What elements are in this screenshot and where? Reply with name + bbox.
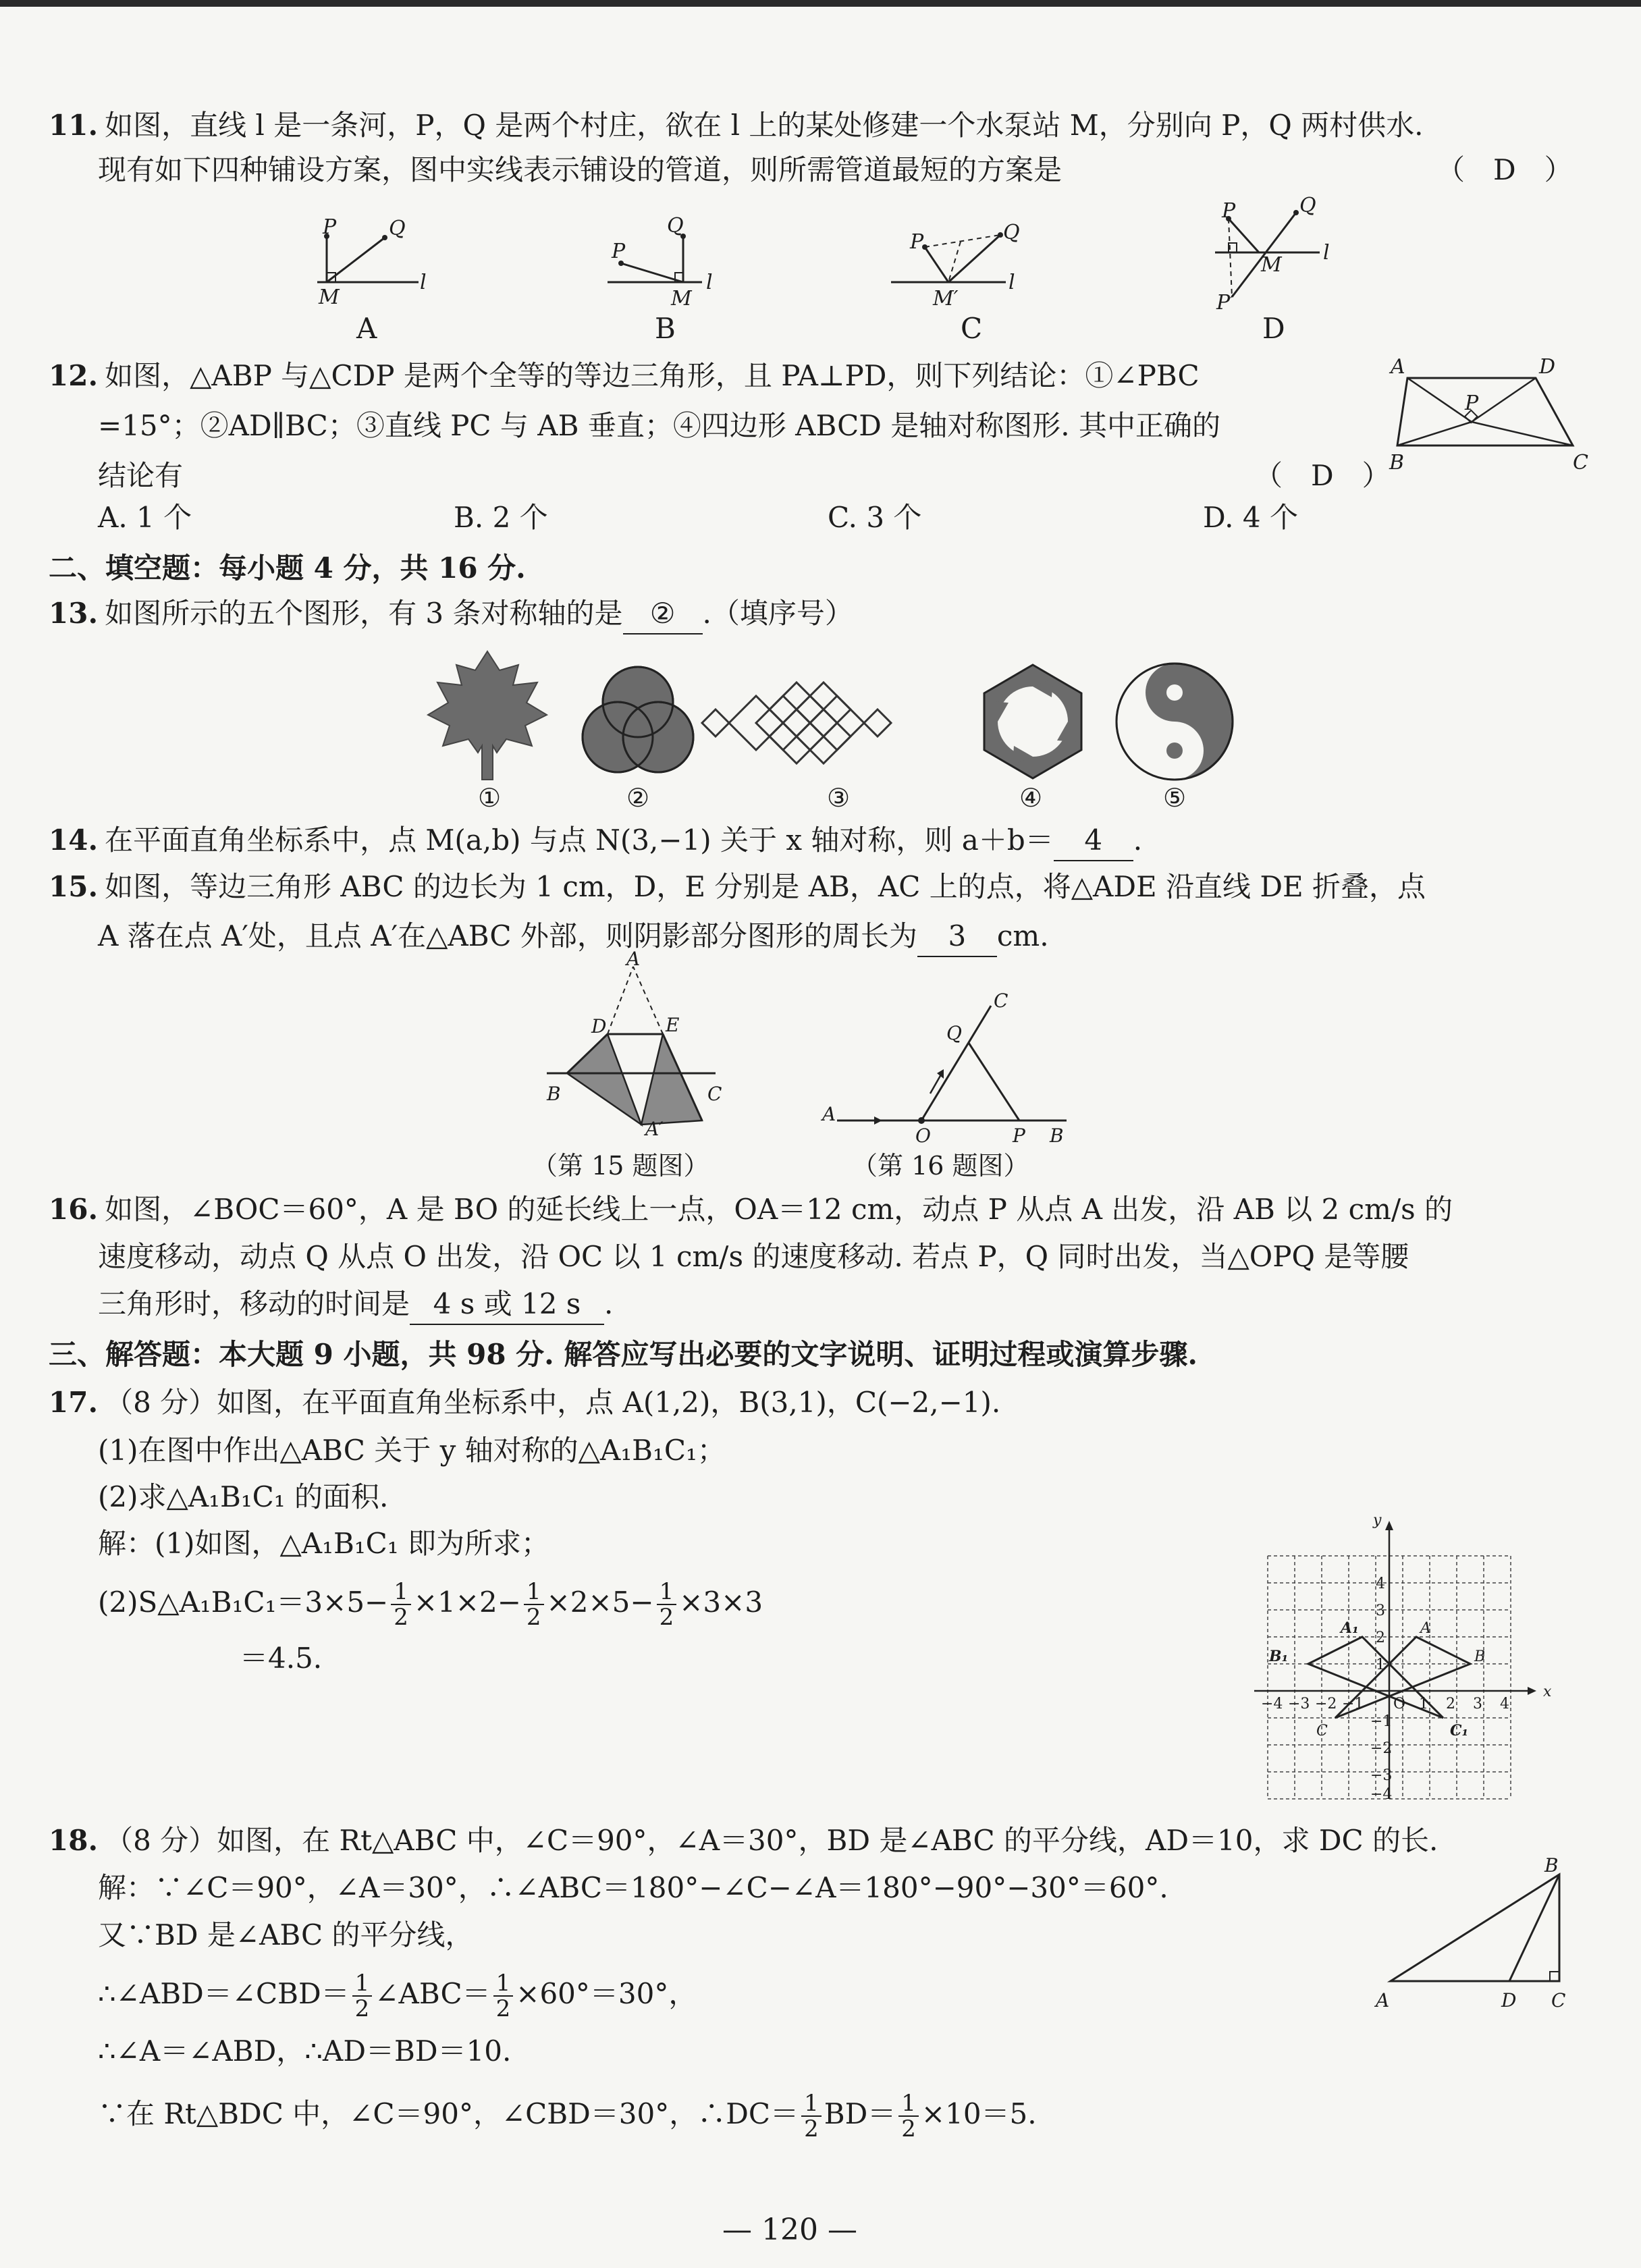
svg-text:1: 1 (1376, 1656, 1385, 1673)
svg-text:O: O (1393, 1696, 1406, 1712)
q17-sol2-head: (2)S△A₁B₁C₁＝3×5− (98, 1586, 389, 1619)
frac-den: 2 (394, 1604, 408, 1631)
frac-den: 2 (354, 1995, 370, 2022)
svg-text:P: P (1222, 199, 1236, 223)
chinese-knot-shape (702, 682, 891, 763)
q16-text3: 三角形时，移动的时间是 (98, 1287, 410, 1320)
svg-text:l: l (420, 271, 427, 294)
svg-text:l: l (1008, 271, 1015, 294)
q17-solution2 (98, 1580, 763, 1629)
svg-text:C: C (1316, 1723, 1328, 1739)
q13-figure (405, 638, 1256, 800)
q13-text-end: .（填序号） (702, 597, 853, 630)
q18-s5-post: ×10＝5. (921, 2097, 1037, 2130)
q15-line1 (49, 867, 1426, 907)
q13-label-2: ② (626, 783, 650, 813)
q13-label-1: ① (478, 783, 502, 813)
q11-option-d-diagram (1215, 194, 1330, 315)
q18-step4: ∴∠A＝∠ABD，∴AD＝BD＝10. (98, 2034, 512, 2068)
q17-sol2-c: ×3×3 (679, 1586, 763, 1619)
svg-text:O: O (915, 1125, 931, 1147)
svg-text:A: A (1420, 1620, 1431, 1637)
svg-text:−4: −4 (1261, 1696, 1283, 1712)
q18-line1 (49, 1821, 1438, 1860)
svg-text:Q: Q (946, 1022, 962, 1044)
svg-text:−3: −3 (1288, 1696, 1310, 1712)
maple-leaf-shape (428, 651, 547, 780)
q17-coordinate-grid (1254, 1512, 1565, 1803)
svg-text:D: D (591, 1015, 607, 1037)
svg-text:Q: Q (389, 217, 406, 240)
frac-num: 1 (801, 2091, 822, 2117)
svg-text:P: P (910, 230, 924, 254)
svg-text:C₁: C₁ (1450, 1722, 1469, 1739)
q11-option-b: B (655, 312, 676, 345)
q16-figure (817, 990, 1107, 1147)
svg-text:P: P (323, 215, 337, 239)
q12-line2: =15°；②AD∥BC；③直线 PC 与 AB 垂直；④四边形 ABCD 是轴对称图形. 其中正确的 (98, 409, 1221, 442)
fraction-half (391, 1580, 411, 1629)
fraction-half (493, 1971, 514, 2021)
svg-text:A′: A′ (645, 1118, 664, 1140)
q14-text-end: . (1133, 824, 1143, 857)
q12-text1: 如图，△ABP 与△CDP 是两个全等的等边三角形，且 PA⊥PD，则下列结论：①∠PBC (105, 359, 1200, 392)
svg-text:−1: −1 (1342, 1696, 1364, 1712)
q11-number: 11. (49, 109, 99, 142)
fraction-half (898, 2091, 919, 2141)
q16-line3 (98, 1285, 613, 1325)
svg-text:Q: Q (1299, 194, 1316, 217)
q13-number: 13. (49, 597, 99, 630)
svg-text:y: y (1373, 1512, 1382, 1529)
svg-text:C: C (994, 990, 1008, 1012)
frac-den: 2 (804, 2115, 819, 2142)
q14-line (49, 821, 1142, 861)
q11-option-b-diagram (608, 214, 713, 310)
q13-line (49, 594, 853, 634)
svg-text:−2: −2 (1315, 1696, 1337, 1712)
q11-text1: 如图，直线 l 是一条河，P，Q 是两个村庄，欲在 l 上的某处修建一个水泵站 M，分别向 P，Q 两村供水. (105, 109, 1424, 142)
svg-text:4: 4 (1376, 1575, 1385, 1592)
q12-number: 12. (49, 359, 99, 392)
svg-text:C: C (1573, 451, 1588, 475)
section3-heading: 三、解答题：本大题 9 小题，共 98 分. 解答应写出必要的文字说明、证明过程或演算步骤. (49, 1338, 1198, 1371)
q18-step5 (98, 2091, 1037, 2141)
q16-text1: 如图，∠BOC＝60°，A 是 BO 的延长线上一点，OA＝12 cm，动点 P 从点 A 出发，沿 AB 以 2 cm/s 的 (105, 1193, 1453, 1226)
q11-option-d: D (1262, 312, 1285, 345)
q15-text2: A 落在点 A′处，且点 A′在△ABC 外部，则阴影部分图形的周长为 (98, 919, 917, 952)
q12-choice-a: A. 1 个 (98, 501, 192, 534)
q11-option-a: A (356, 312, 377, 345)
q12-line1 (49, 356, 1200, 396)
q13-label-4: ④ (1019, 783, 1043, 813)
q17-solution1: 解：(1)如图，△A₁B₁C₁ 即为所求； (98, 1527, 549, 1560)
svg-text:M: M (671, 287, 692, 310)
q14-number: 14. (49, 824, 99, 857)
q12-answer: （ D ） (1254, 459, 1391, 492)
q14-text: 在平面直角坐标系中，点 M(a,b) 与点 N(3,−1) 关于 x 轴对称，则 a＋b＝ (105, 824, 1054, 857)
q18-s3-mid: ∠ABC＝ (375, 1977, 491, 2010)
svg-text:3: 3 (1376, 1602, 1385, 1619)
q17-part2: (2)求△A₁B₁C₁ 的面积. (98, 1480, 389, 1513)
q15-text1: 如图，等边三角形 ABC 的边长为 1 cm，D，E 分别是 AB，AC 上的点，将△ADE 沿直线 DE 折叠，点 (105, 870, 1426, 903)
svg-text:P′: P′ (1216, 291, 1235, 315)
frac-num: 1 (898, 2091, 919, 2117)
q16-number: 16. (49, 1193, 99, 1226)
svg-text:B: B (1544, 1854, 1559, 1877)
svg-text:B: B (1050, 1125, 1064, 1147)
q15-text-end: cm. (996, 919, 1049, 952)
frac-den: 2 (526, 1604, 541, 1631)
frac-num: 1 (524, 1580, 544, 1605)
svg-text:−1: −1 (1370, 1713, 1393, 1730)
frac-num: 1 (493, 1971, 514, 1997)
svg-text:2: 2 (1446, 1696, 1455, 1712)
q11-option-c-diagram (891, 221, 1020, 310)
svg-text:B: B (1474, 1648, 1486, 1665)
triquetra-shape (583, 667, 693, 772)
svg-text:A₁: A₁ (1341, 1619, 1359, 1637)
svg-text:−2: −2 (1370, 1740, 1393, 1757)
top-rule (0, 0, 1641, 7)
q13-label-5: ⑤ (1163, 783, 1187, 813)
frac-den: 2 (659, 1604, 674, 1631)
page-number: — 120 — (722, 2213, 857, 2247)
q16-line2: 速度移动，动点 Q 从点 O 出发，沿 OC 以 1 cm/s 的速度移动. 若点 P，Q 同时出发，当△OPQ 是等腰 (98, 1240, 1409, 1273)
svg-text:B: B (547, 1083, 561, 1105)
q17-sol2-a: ×1×2− (413, 1586, 521, 1619)
q13-label-3: ③ (827, 783, 851, 813)
svg-text:M′: M′ (933, 287, 959, 310)
q15-line2 (98, 917, 1049, 957)
yin-yang-shape (1117, 664, 1233, 780)
svg-text:E: E (666, 1014, 680, 1036)
q11-answer: （ D ） (1436, 153, 1573, 186)
frac-den: 2 (495, 1995, 511, 2022)
q18-number: 18. (49, 1824, 99, 1857)
q11-figure (284, 196, 1364, 344)
q11-line1 (49, 106, 1424, 145)
q16-line1 (49, 1190, 1453, 1229)
q18-s3-post: ×60°＝30°， (516, 1977, 697, 2010)
svg-text:2: 2 (1376, 1629, 1385, 1646)
q14-answer-blank: 4 (1054, 821, 1133, 861)
section2-heading: 二、填空题：每小题 4 分，共 16 分. (49, 551, 526, 585)
q18-step2: 又∵BD 是∠ABC 的平分线， (98, 1918, 474, 1951)
svg-text:D: D (1501, 1989, 1517, 2012)
svg-text:P: P (612, 240, 626, 263)
q17-number: 17. (49, 1386, 99, 1419)
q12-choice-d: D. 4 个 (1203, 501, 1298, 534)
svg-text:l: l (1323, 241, 1330, 265)
q13-text: 如图所示的五个图形，有 3 条对称轴的是 (105, 597, 623, 630)
svg-text:B: B (1389, 451, 1405, 475)
svg-text:1: 1 (1419, 1696, 1428, 1712)
svg-text:C: C (1551, 1989, 1566, 2012)
q16-text-end: . (604, 1287, 614, 1320)
q17-part1: (1)在图中作出△ABC 关于 y 轴对称的△A₁B₁C₁； (98, 1434, 726, 1467)
fraction-half (801, 2091, 822, 2141)
frac-num: 1 (657, 1580, 677, 1605)
q13-answer-blank: ② (623, 594, 703, 634)
q12-choice-c: C. 3 个 (828, 501, 922, 534)
svg-text:A: A (1391, 355, 1405, 379)
svg-text:A: A (822, 1103, 836, 1125)
frac-num: 1 (391, 1580, 411, 1605)
q17-text1: （8 分）如图，在平面直角坐标系中，点 A(1,2)，B(3,1)，C(−2,−1). (105, 1386, 1001, 1419)
svg-text:M: M (1261, 253, 1282, 277)
q15-figure (527, 948, 749, 1141)
fraction-half (524, 1580, 544, 1629)
q18-step1: 解：∵∠C＝90°，∠A＝30°，∴∠ABC＝180°−∠C−∠A＝180°−90°−30°＝60°. (98, 1871, 1168, 1904)
svg-text:P: P (1465, 392, 1479, 415)
q12-choice-b: B. 2 个 (454, 501, 548, 534)
q18-step3 (98, 1971, 697, 2021)
svg-text:C: C (707, 1083, 722, 1105)
svg-text:−3: −3 (1370, 1767, 1393, 1784)
q15-answer-blank: 3 (917, 917, 997, 957)
q16-caption: （第 16 题图） (852, 1151, 1029, 1181)
svg-text:l: l (706, 271, 713, 294)
q12-line3: 结论有 (98, 459, 184, 492)
frac-num: 1 (352, 1971, 373, 1997)
q17-line1 (49, 1383, 1000, 1422)
q18-figure (1364, 1854, 1580, 2015)
q17-sol2-b: ×2×5− (546, 1586, 654, 1619)
svg-text:A: A (626, 948, 641, 970)
q18-s3-pre: ∴∠ABD＝∠CBD＝ (98, 1977, 350, 2010)
svg-text:Q: Q (1003, 221, 1020, 244)
svg-text:−4: −4 (1370, 1786, 1393, 1803)
q18-s5-pre: ∵在 Rt△BDC 中，∠C＝90°，∠CBD＝30°，∴DC＝ (98, 2097, 799, 2130)
q18-s5-mid: BD＝ (824, 2097, 896, 2130)
fraction-half (657, 1580, 677, 1629)
svg-text:Q: Q (667, 214, 684, 238)
q18-text1: （8 分）如图，在 Rt△ABC 中，∠C＝90°，∠A＝30°，BD 是∠ABC 的平分线，AD＝10，求 DC 的长. (105, 1824, 1438, 1857)
svg-text:4: 4 (1500, 1696, 1509, 1712)
q15-caption: （第 15 题图） (532, 1151, 709, 1181)
fraction-half (352, 1971, 373, 2021)
svg-text:P: P (1013, 1125, 1025, 1147)
q11-line2: 现有如下四种铺设方案，图中实线表示铺设的管道，则所需管道最短的方案是 (98, 153, 1062, 186)
svg-text:D: D (1539, 355, 1556, 379)
svg-text:x: x (1543, 1683, 1552, 1700)
hexagon-shape (984, 665, 1081, 778)
svg-text:M: M (319, 286, 340, 309)
frac-den: 2 (901, 2115, 916, 2142)
q11-option-a-diagram (317, 215, 427, 309)
svg-text:B₁: B₁ (1269, 1648, 1289, 1665)
svg-text:A: A (1376, 1989, 1390, 2012)
q11-option-c: C (961, 312, 983, 345)
q16-answer-blank: 4 s 或 12 s (410, 1285, 604, 1325)
q15-number: 15. (49, 870, 99, 903)
svg-text:3: 3 (1473, 1696, 1482, 1712)
q17-result: ＝4.5. (240, 1642, 323, 1675)
q12-figure (1377, 354, 1600, 489)
